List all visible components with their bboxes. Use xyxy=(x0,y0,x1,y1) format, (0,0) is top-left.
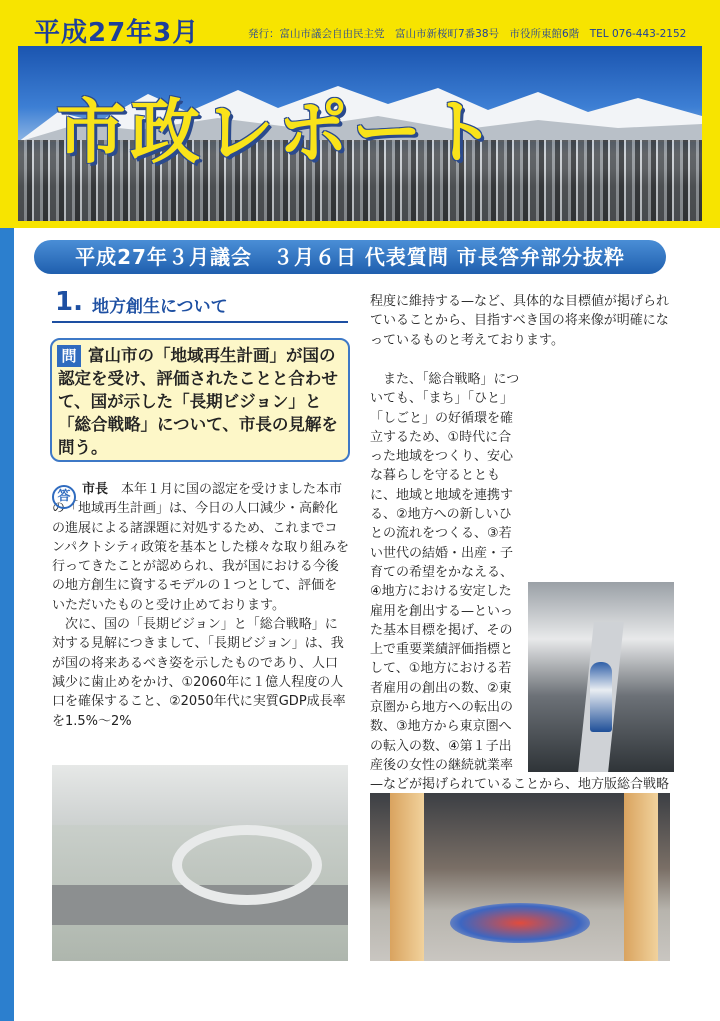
answer-text xyxy=(52,480,350,731)
speaker-label: 市長 xyxy=(82,482,109,497)
question-text: 富山市の「地域再生計画」が国の認定を受け、評価されたことと合わせて、国が示した「長期ビジョン」と「総合戦略」について、市長の見解を問う。 xyxy=(58,346,338,457)
right-paragraph-1: 程度に維持する—など、具体的な目標値が掲げられていることから、目指すべき国の将来像が明確になっているものと考えております。 xyxy=(370,294,670,348)
shinkansen-photo xyxy=(528,582,674,772)
answer-badge: 答 xyxy=(52,485,76,509)
section-number: 1. xyxy=(55,287,83,317)
right-paragraph-2: また、「総合戦略」についても、「まち」「ひと」「しごと」の好循環を確立するため、①時代に合った地域をつくり、安心な暮らしを守るとともに、地域と地域を連携する、②地方への新しいひとの流れをつくる、③若い世代の結婚・出産・子育ての希望をかなえる、④地方における安定した雇用を創出する—といった基本目標を掲げ、その上で重要業績評価指標として、①地方における若者雇用の創出の数、②東京圏から地方への転出の数、③地方から東京圏への転入の数、④第１子出産後の女性の継続就業率—などが掲げられていることから、地方版総合戦略 xyxy=(370,372,670,793)
question-badge: 問 xyxy=(57,345,81,367)
issue-date: 平成27年3月 xyxy=(34,18,200,48)
header-banner xyxy=(0,0,720,228)
page-title: 市政レポート xyxy=(56,91,500,173)
publisher-info: 発行：富山市議会自由民主党 富山市新桜町7番38号 市役所東館6階 TEL 076-443-2152 xyxy=(248,28,687,40)
answer-paragraph-2: 次に、国の「長期ビジョン」と「総合戦略」に対する見解につきまして、「長期ビジョン」は、我が国の将来あるべき姿を示したものであり、人口減少に歯止めをかけ、①2060年に１億人程度の人口を確保すること、②2050年代に実質GDP成長率を1.5%〜2% xyxy=(52,617,346,729)
section-title: 地方創生について xyxy=(92,297,228,317)
answer-paragraph-1: 本年１月に国の認定を受けました本市の「地域再生計画」は、今日の人口減少・高齢化の進展による諸課題に対処するため、これまでコンパクトシティ政策を基本とした様々な取り組みを行ってきたことが認められ、我が国における今後の地方創生に資するモデルの１つとして、評価をいただいたものと受け止めております。 xyxy=(52,482,350,613)
station-concourse-rendering xyxy=(370,793,670,961)
section-rule xyxy=(52,321,348,323)
station-plaza-rendering xyxy=(52,765,348,961)
right-column xyxy=(370,292,674,350)
section-banner: 平成27年３月議会 ３月６日 代表質問 市長答弁部分抜粋 xyxy=(34,240,666,274)
side-stripe xyxy=(0,228,14,1021)
